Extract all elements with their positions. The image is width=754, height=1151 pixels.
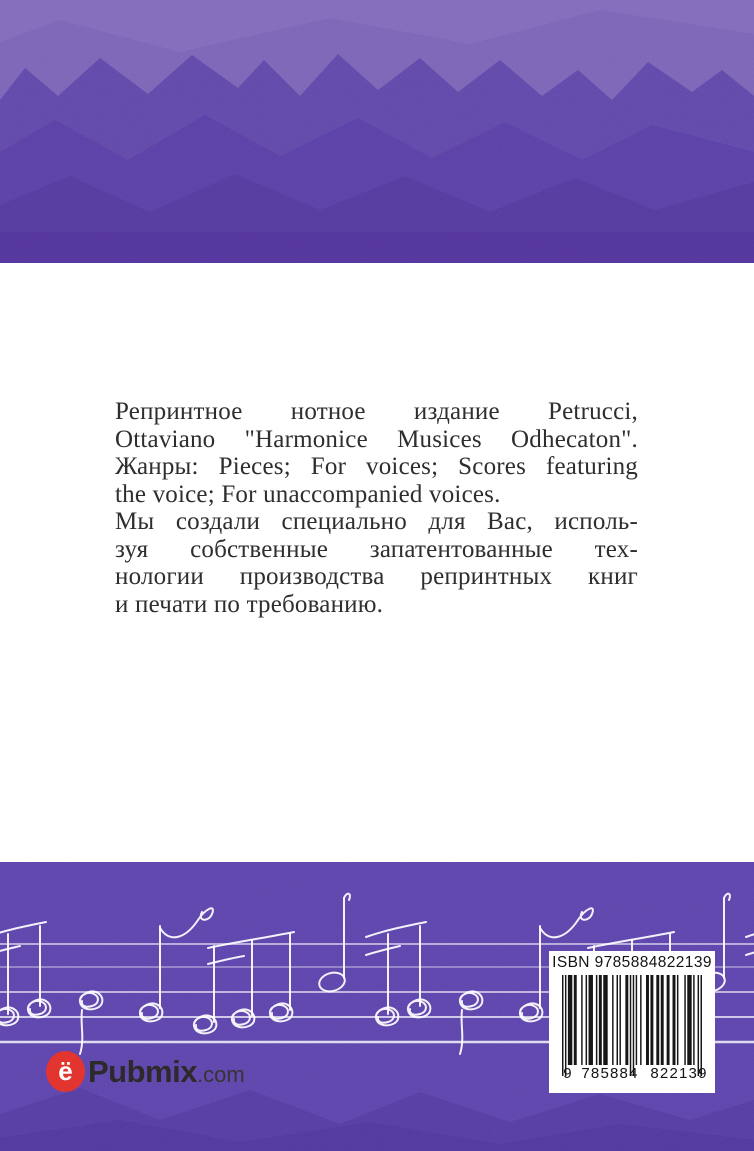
logo-tld: .com bbox=[196, 1062, 245, 1087]
logo-badge-icon bbox=[46, 1051, 85, 1092]
description-line: Мы создали специально для Вас, исполь- bbox=[115, 508, 638, 535]
pubmix-logo bbox=[46, 1051, 306, 1101]
logo-wordmark: Pubmix bbox=[88, 1054, 197, 1089]
description-line: the voice; For unaccompanied voices. bbox=[115, 480, 501, 508]
description-line: Репринтное нотное издание Petrucci, bbox=[115, 398, 638, 425]
logo-text bbox=[88, 1054, 245, 1090]
description-line: зуя собственные запатентованные тех- bbox=[115, 535, 638, 563]
footer-music-band bbox=[0, 862, 754, 1151]
barcode-bars bbox=[562, 975, 702, 1076]
isbn-label: ISBN 9785884822139 bbox=[552, 954, 712, 971]
barcode-digits: 785884 bbox=[581, 1065, 639, 1082]
barcode-digits: 822139 bbox=[650, 1065, 708, 1082]
isbn-barcode bbox=[549, 951, 715, 1093]
header-grain bbox=[0, 0, 754, 263]
description-block bbox=[115, 398, 638, 618]
logo-symbol: ё bbox=[58, 1055, 73, 1086]
header-mountain-art bbox=[0, 0, 754, 263]
description-line: Ottaviano "Harmonice Musices Odhecaton". bbox=[115, 425, 638, 453]
description-line: Жанры: Pieces; For voices; Scores featuring bbox=[115, 453, 638, 480]
barcode-digits: 9 bbox=[563, 1065, 573, 1082]
description-line: нологии производства репринтных книг bbox=[115, 563, 638, 590]
description-line: и печати по требованию. bbox=[115, 590, 384, 618]
